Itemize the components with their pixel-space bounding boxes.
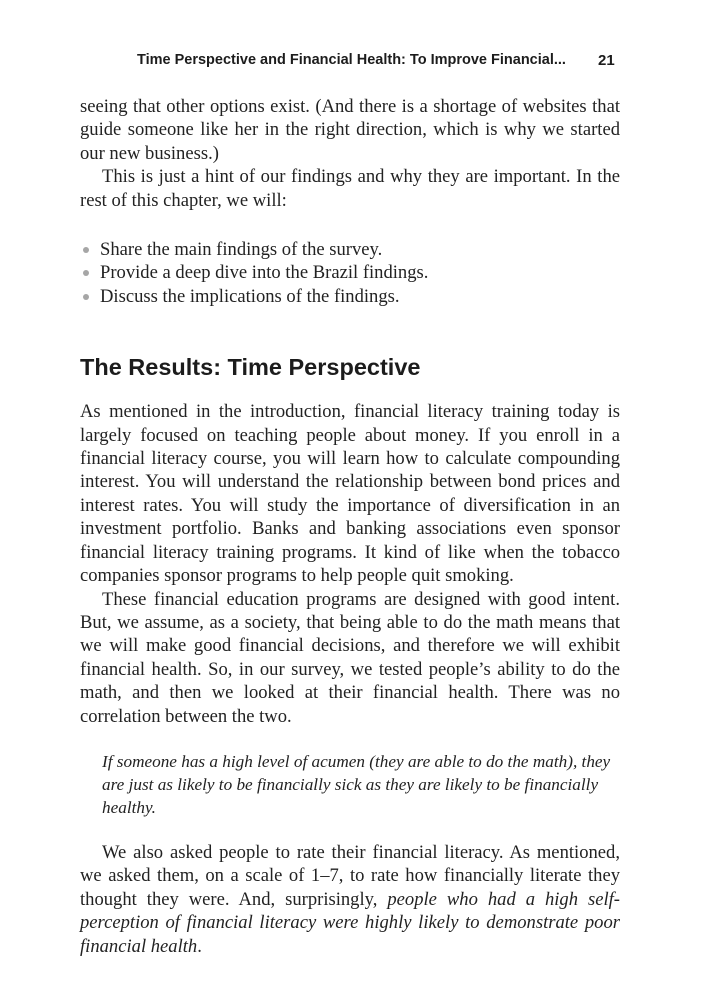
findings-list: [80, 238, 620, 308]
page-number: 21: [598, 52, 615, 69]
intro-paragraph: This is just a hint of our findings and why they are important. In the rest of this chapter, we will:: [80, 166, 620, 211]
body-paragraph: These financial education programs are designed with good intent. But, we assume, as a society, that being able to do the math means that we will make good financial decisions, and therefore we will exhibit financial health. So, in our survey, we tested people’s ability to do the math, and then we looked at their financial health. There was no correlation between the two.: [80, 588, 620, 727]
bullet-icon: [83, 270, 89, 276]
intro-paragraph: seeing that other options exist. (And there is a shortage of websites that guide someone like her in the right direction, which is why we started our new business.): [80, 96, 620, 164]
list-item: [80, 238, 620, 261]
page-body: [80, 95, 620, 958]
list-item: [80, 285, 620, 308]
pull-quote: [102, 750, 620, 819]
list-item-text: Share the main findings of the survey.: [100, 239, 383, 261]
bullet-icon: [83, 294, 89, 300]
bullet-icon: [83, 247, 89, 253]
list-item-text: Provide a deep dive into the Brazil findings.: [100, 262, 429, 284]
running-title: Time Perspective and Financial Health: To Improve Financial...: [137, 52, 566, 68]
body-text: .: [197, 935, 202, 957]
section-heading: The Results: Time Perspective: [80, 354, 421, 381]
body-paragraph: [80, 841, 620, 958]
list-item-text: Discuss the implications of the findings.: [100, 285, 400, 307]
body-paragraph: As mentioned in the introduction, financial literacy training today is largely focused on teaching people about money. If you enroll in a financial literacy course, you will learn how to calculate compounding interest. You will understand the relationship between bond prices and interest rates. You will study the importance of diversification in an investment portfolio. Banks and banking associations even sponsor financial literacy training programs. It kind of like when the tobacco companies sponsor programs to help people quit smoking.: [80, 401, 620, 587]
list-item: [80, 261, 620, 284]
running-head: [0, 52, 704, 74]
pull-quote-text: If someone has a high level of acumen (they are able to do the math), they are just as likely to be financially sick as they are likely to be financially healthy.: [102, 751, 611, 817]
emphasis-text: people who had a high self-perception of financial literacy were highly likely to demonstrate poor financial health: [80, 888, 620, 957]
body-text: We also asked people to rate their financial literacy. As mentioned, we asked them, on a scale of 1–7, to rate how financially literate they thought they were. And, surprisingly,: [80, 841, 620, 910]
